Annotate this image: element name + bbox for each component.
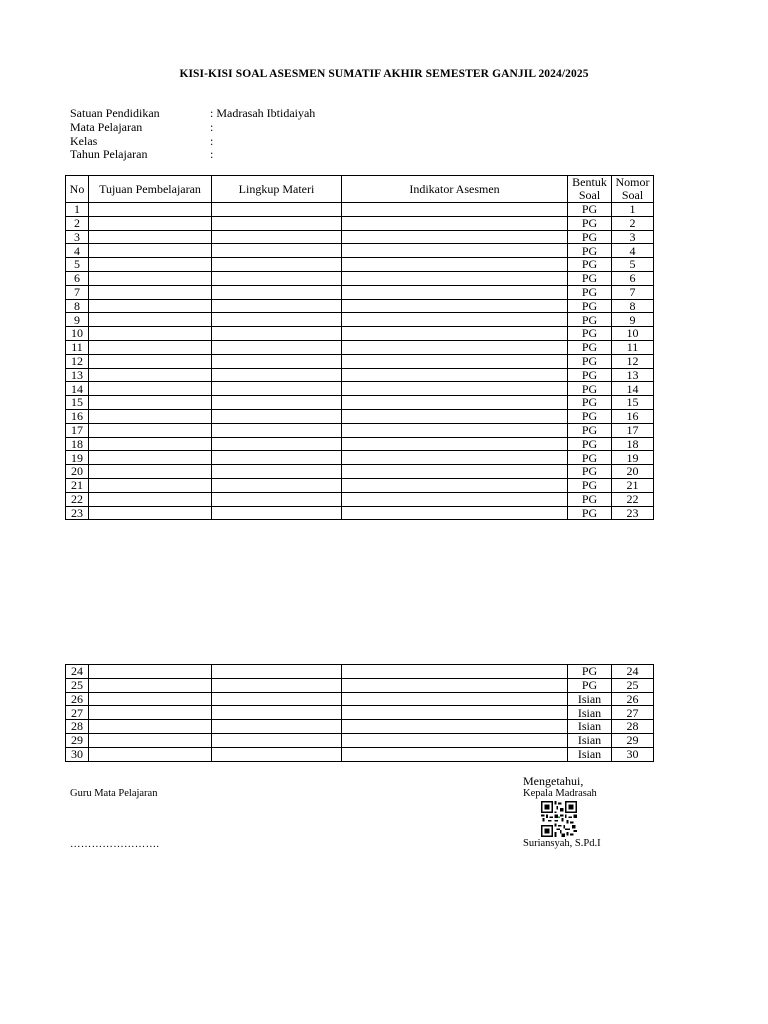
cell-nomor-soal: 1 (612, 203, 654, 217)
cell-indikator-asesmen (342, 492, 568, 506)
cell-bentuk-soal: PG (568, 216, 612, 230)
cell-bentuk-soal: PG (568, 271, 612, 285)
cell-tujuan-pembelajaran (89, 230, 212, 244)
header-indikator-asesmen: Indikator Asesmen (342, 176, 568, 203)
cell-bentuk-soal: PG (568, 506, 612, 520)
cell-tujuan-pembelajaran (89, 340, 212, 354)
cell-no: 8 (66, 299, 89, 313)
cell-tujuan-pembelajaran (89, 203, 212, 217)
cell-indikator-asesmen (342, 437, 568, 451)
cell-tujuan-pembelajaran (89, 678, 212, 692)
cell-indikator-asesmen (342, 478, 568, 492)
cell-nomor-soal: 27 (612, 706, 654, 720)
kisi-table-page1 (65, 175, 654, 520)
cell-tujuan-pembelajaran (89, 216, 212, 230)
cell-nomor-soal: 6 (612, 271, 654, 285)
meta-label: Satuan Pendidikan (70, 106, 160, 120)
cell-indikator-asesmen (342, 409, 568, 423)
cell-nomor-soal: 13 (612, 368, 654, 382)
cell-nomor-soal: 28 (612, 720, 654, 734)
cell-lingkup-materi (212, 506, 342, 520)
cell-indikator-asesmen (342, 665, 568, 679)
cell-bentuk-soal: PG (568, 665, 612, 679)
cell-indikator-asesmen (342, 382, 568, 396)
header-nomor-soal: Nomor Soal (612, 176, 654, 203)
cell-no: 25 (66, 678, 89, 692)
signature-teacher-role: Guru Mata Pelajaran (70, 788, 158, 799)
cell-lingkup-materi (212, 451, 342, 465)
cell-lingkup-materi (212, 706, 342, 720)
cell-lingkup-materi (212, 733, 342, 747)
cell-no: 27 (66, 706, 89, 720)
cell-nomor-soal: 15 (612, 396, 654, 410)
cell-nomor-soal: 2 (612, 216, 654, 230)
cell-tujuan-pembelajaran (89, 285, 212, 299)
cell-indikator-asesmen (342, 258, 568, 272)
cell-tujuan-pembelajaran (89, 478, 212, 492)
cell-nomor-soal: 19 (612, 451, 654, 465)
cell-no: 1 (66, 203, 89, 217)
table-row (66, 271, 654, 285)
document-title: KISI-KISI SOAL ASESMEN SUMATIF AKHIR SEMESTER GANJIL 2024/2025 (179, 68, 589, 80)
cell-no: 26 (66, 692, 89, 706)
cell-bentuk-soal: PG (568, 285, 612, 299)
cell-no: 22 (66, 492, 89, 506)
cell-nomor-soal: 21 (612, 478, 654, 492)
cell-indikator-asesmen (342, 285, 568, 299)
cell-nomor-soal: 20 (612, 465, 654, 479)
cell-indikator-asesmen (342, 313, 568, 327)
table-row (66, 451, 654, 465)
cell-nomor-soal: 11 (612, 340, 654, 354)
table-row (66, 340, 654, 354)
cell-bentuk-soal: PG (568, 409, 612, 423)
cell-lingkup-materi (212, 313, 342, 327)
cell-nomor-soal: 17 (612, 423, 654, 437)
table-body-page1 (66, 203, 654, 520)
table-row (66, 396, 654, 410)
cell-indikator-asesmen (342, 230, 568, 244)
cell-nomor-soal: 22 (612, 492, 654, 506)
cell-lingkup-materi (212, 203, 342, 217)
cell-indikator-asesmen (342, 451, 568, 465)
cell-indikator-asesmen (342, 396, 568, 410)
cell-no: 11 (66, 340, 89, 354)
table-row (66, 492, 654, 506)
table-row (66, 368, 654, 382)
cell-bentuk-soal: PG (568, 340, 612, 354)
cell-bentuk-soal: PG (568, 299, 612, 313)
header-lingkup-materi: Lingkup Materi (212, 176, 342, 203)
cell-lingkup-materi (212, 747, 342, 761)
cell-tujuan-pembelajaran (89, 437, 212, 451)
cell-no: 15 (66, 396, 89, 410)
meta-value: : (210, 119, 214, 134)
table-row (66, 258, 654, 272)
table-row (66, 506, 654, 520)
header-bentuk-soal: Bentuk Soal (568, 176, 612, 203)
header-no: No (66, 176, 89, 203)
meta-label: Kelas (70, 133, 98, 148)
table-row (66, 665, 654, 679)
table-row (66, 203, 654, 217)
cell-bentuk-soal: PG (568, 478, 612, 492)
table-row (66, 244, 654, 258)
cell-indikator-asesmen (342, 465, 568, 479)
cell-nomor-soal: 25 (612, 678, 654, 692)
cell-no: 28 (66, 720, 89, 734)
cell-indikator-asesmen (342, 216, 568, 230)
cell-tujuan-pembelajaran (89, 396, 212, 410)
table-row (66, 678, 654, 692)
cell-nomor-soal: 30 (612, 747, 654, 761)
cell-bentuk-soal: Isian (568, 706, 612, 720)
cell-tujuan-pembelajaran (89, 354, 212, 368)
cell-bentuk-soal: Isian (568, 720, 612, 734)
table-row (66, 423, 654, 437)
cell-no: 14 (66, 382, 89, 396)
meta-label: Tahun Pelajaran (70, 147, 148, 162)
cell-no: 17 (66, 423, 89, 437)
table-row (66, 747, 654, 761)
cell-indikator-asesmen (342, 678, 568, 692)
cell-indikator-asesmen (342, 423, 568, 437)
table-row (66, 692, 654, 706)
cell-bentuk-soal: PG (568, 423, 612, 437)
cell-no: 21 (66, 478, 89, 492)
table-row (66, 299, 654, 313)
meta-row-satuan (70, 107, 315, 121)
cell-bentuk-soal: Isian (568, 692, 612, 706)
table-header-row (66, 176, 654, 203)
cell-lingkup-materi (212, 409, 342, 423)
cell-bentuk-soal: PG (568, 327, 612, 341)
cell-indikator-asesmen (342, 506, 568, 520)
cell-indikator-asesmen (342, 368, 568, 382)
cell-tujuan-pembelajaran (89, 382, 212, 396)
cell-indikator-asesmen (342, 692, 568, 706)
cell-bentuk-soal: PG (568, 492, 612, 506)
cell-bentuk-soal: PG (568, 354, 612, 368)
cell-nomor-soal: 29 (612, 733, 654, 747)
cell-no: 16 (66, 409, 89, 423)
cell-lingkup-materi (212, 692, 342, 706)
cell-bentuk-soal: Isian (568, 747, 612, 761)
table-row (66, 313, 654, 327)
cell-bentuk-soal: PG (568, 382, 612, 396)
cell-lingkup-materi (212, 299, 342, 313)
table-row (66, 478, 654, 492)
table-row (66, 230, 654, 244)
cell-lingkup-materi (212, 285, 342, 299)
cell-no: 3 (66, 230, 89, 244)
cell-no: 5 (66, 258, 89, 272)
cell-indikator-asesmen (342, 340, 568, 354)
cell-lingkup-materi (212, 327, 342, 341)
cell-nomor-soal: 14 (612, 382, 654, 396)
cell-no: 2 (66, 216, 89, 230)
signature-teacher-name-line: ……………………. (70, 839, 160, 850)
cell-nomor-soal: 18 (612, 437, 654, 451)
cell-indikator-asesmen (342, 299, 568, 313)
cell-no: 7 (66, 285, 89, 299)
meta-value: : Madrasah Ibtidaiyah (210, 106, 316, 120)
cell-indikator-asesmen (342, 354, 568, 368)
cell-no: 6 (66, 271, 89, 285)
cell-bentuk-soal: PG (568, 451, 612, 465)
cell-no: 20 (66, 465, 89, 479)
cell-tujuan-pembelajaran (89, 423, 212, 437)
cell-indikator-asesmen (342, 327, 568, 341)
cell-lingkup-materi (212, 465, 342, 479)
table-row (66, 354, 654, 368)
meta-row-mapel (70, 121, 315, 135)
cell-indikator-asesmen (342, 747, 568, 761)
table-row (66, 285, 654, 299)
cell-bentuk-soal: PG (568, 244, 612, 258)
cell-tujuan-pembelajaran (89, 451, 212, 465)
cell-indikator-asesmen (342, 720, 568, 734)
cell-no: 12 (66, 354, 89, 368)
cell-lingkup-materi (212, 244, 342, 258)
cell-tujuan-pembelajaran (89, 465, 212, 479)
cell-bentuk-soal: PG (568, 258, 612, 272)
cell-nomor-soal: 16 (612, 409, 654, 423)
cell-bentuk-soal: PG (568, 437, 612, 451)
cell-lingkup-materi (212, 678, 342, 692)
table-row (66, 327, 654, 341)
signature-principal-role: Kepala Madrasah (523, 788, 597, 799)
cell-no: 18 (66, 437, 89, 451)
cell-lingkup-materi (212, 665, 342, 679)
cell-lingkup-materi (212, 382, 342, 396)
cell-lingkup-materi (212, 230, 342, 244)
signature-principal-name: Suriansyah, S.Pd.I (523, 838, 601, 849)
cell-bentuk-soal: Isian (568, 733, 612, 747)
cell-nomor-soal: 10 (612, 327, 654, 341)
cell-tujuan-pembelajaran (89, 271, 212, 285)
header-tujuan-pembelajaran: Tujuan Pembelajaran (89, 176, 212, 203)
meta-value: : (210, 133, 214, 148)
cell-lingkup-materi (212, 216, 342, 230)
cell-no: 23 (66, 506, 89, 520)
cell-lingkup-materi (212, 271, 342, 285)
cell-no: 29 (66, 733, 89, 747)
table-row (66, 437, 654, 451)
cell-nomor-soal: 23 (612, 506, 654, 520)
table-row (66, 216, 654, 230)
cell-nomor-soal: 12 (612, 354, 654, 368)
cell-bentuk-soal: PG (568, 313, 612, 327)
table-row (66, 382, 654, 396)
cell-lingkup-materi (212, 368, 342, 382)
cell-tujuan-pembelajaran (89, 692, 212, 706)
cell-tujuan-pembelajaran (89, 313, 212, 327)
table-row (66, 706, 654, 720)
cell-lingkup-materi (212, 437, 342, 451)
cell-no: 30 (66, 747, 89, 761)
cell-tujuan-pembelajaran (89, 747, 212, 761)
cell-lingkup-materi (212, 396, 342, 410)
cell-nomor-soal: 5 (612, 258, 654, 272)
cell-nomor-soal: 7 (612, 285, 654, 299)
qr-code-icon (541, 801, 577, 837)
table-row (66, 409, 654, 423)
cell-lingkup-materi (212, 258, 342, 272)
cell-tujuan-pembelajaran (89, 665, 212, 679)
cell-tujuan-pembelajaran (89, 258, 212, 272)
cell-tujuan-pembelajaran (89, 244, 212, 258)
table-row (66, 733, 654, 747)
document-meta (70, 107, 315, 162)
cell-no: 24 (66, 665, 89, 679)
cell-nomor-soal: 8 (612, 299, 654, 313)
cell-lingkup-materi (212, 340, 342, 354)
cell-indikator-asesmen (342, 271, 568, 285)
table-body-page2 (66, 665, 654, 762)
cell-tujuan-pembelajaran (89, 299, 212, 313)
cell-bentuk-soal: PG (568, 203, 612, 217)
table-row (66, 720, 654, 734)
cell-bentuk-soal: PG (568, 368, 612, 382)
cell-tujuan-pembelajaran (89, 409, 212, 423)
cell-nomor-soal: 3 (612, 230, 654, 244)
kisi-table-page2 (65, 664, 654, 762)
cell-indikator-asesmen (342, 244, 568, 258)
cell-tujuan-pembelajaran (89, 368, 212, 382)
cell-tujuan-pembelajaran (89, 492, 212, 506)
cell-bentuk-soal: PG (568, 465, 612, 479)
cell-lingkup-materi (212, 423, 342, 437)
cell-tujuan-pembelajaran (89, 706, 212, 720)
cell-no: 19 (66, 451, 89, 465)
cell-nomor-soal: 4 (612, 244, 654, 258)
cell-tujuan-pembelajaran (89, 733, 212, 747)
table-row (66, 465, 654, 479)
cell-no: 10 (66, 327, 89, 341)
cell-lingkup-materi (212, 720, 342, 734)
cell-bentuk-soal: PG (568, 230, 612, 244)
cell-nomor-soal: 9 (612, 313, 654, 327)
cell-indikator-asesmen (342, 203, 568, 217)
cell-nomor-soal: 26 (612, 692, 654, 706)
cell-tujuan-pembelajaran (89, 327, 212, 341)
meta-row-kelas (70, 135, 315, 149)
cell-indikator-asesmen (342, 706, 568, 720)
signature-acknowledged: Mengetahui, (523, 774, 584, 788)
cell-lingkup-materi (212, 492, 342, 506)
meta-row-tahun (70, 148, 315, 162)
cell-tujuan-pembelajaran (89, 720, 212, 734)
cell-no: 4 (66, 244, 89, 258)
cell-lingkup-materi (212, 478, 342, 492)
cell-nomor-soal: 24 (612, 665, 654, 679)
cell-tujuan-pembelajaran (89, 506, 212, 520)
meta-label: Mata Pelajaran (70, 119, 143, 134)
cell-bentuk-soal: PG (568, 678, 612, 692)
cell-no: 13 (66, 368, 89, 382)
meta-value: : (210, 147, 214, 162)
cell-lingkup-materi (212, 354, 342, 368)
cell-no: 9 (66, 313, 89, 327)
cell-bentuk-soal: PG (568, 396, 612, 410)
cell-indikator-asesmen (342, 733, 568, 747)
